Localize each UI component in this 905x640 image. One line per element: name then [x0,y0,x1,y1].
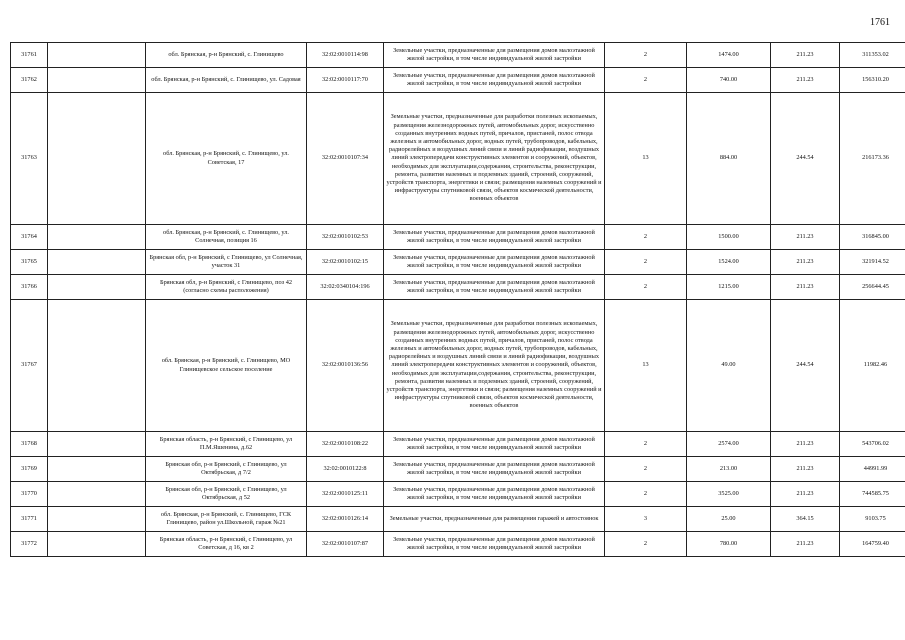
cell-group: 2 [605,250,687,275]
cell-address: Брянская область, р-н Брянский, с Глинищево, ул Советская, д 16, кв 2 [146,532,307,557]
cell-record-id: 31764 [11,225,48,250]
cell-address: обл. Брянская, р-н Брянский, с. Глинищево, ул. Солнечная, позиция 16 [146,225,307,250]
cell-cadastral-number: 32:02:0010125:11 [307,482,384,507]
cell-blank [48,300,146,432]
page-number: 1761 [870,17,890,28]
cell-area: 49.00 [687,300,771,432]
cell-group: 2 [605,532,687,557]
table-row [11,68,905,93]
cell-cadastral-value: 44991.99 [840,457,905,482]
cell-cadastral-value: 321914.52 [840,250,905,275]
cell-record-id: 31762 [11,68,48,93]
table-row [11,300,905,432]
cell-record-id: 31768 [11,432,48,457]
cell-blank [48,532,146,557]
cell-cadastral-value: 216173.36 [840,93,905,225]
cell-record-id: 31770 [11,482,48,507]
table-row [11,457,905,482]
cell-area: 1474.00 [687,43,771,68]
cell-group: 2 [605,275,687,300]
cell-cadastral-number: 32:02:0010122:8 [307,457,384,482]
cell-permitted-use: Земельные участки, предназначенные для размещения домов малоэтажной жилой застройки, в том числе индивидуальной жилой застройки [384,532,605,557]
cell-specific-value: 211.23 [771,68,840,93]
cell-area: 3525.00 [687,482,771,507]
cell-blank [48,225,146,250]
cell-cadastral-number: 32:02:0010126:14 [307,507,384,532]
registry-table-body [11,43,905,557]
cell-record-id: 31771 [11,507,48,532]
cell-blank [48,43,146,68]
cell-cadastral-value: 11982.46 [840,300,905,432]
cell-cadastral-value: 9103.75 [840,507,905,532]
cell-specific-value: 211.23 [771,532,840,557]
cell-cadastral-number: 32:02:0010102:53 [307,225,384,250]
cell-address: обл. Брянская, р-н Брянский, с. Глинищево, ул. Садовая [146,68,307,93]
table-row [11,532,905,557]
cell-specific-value: 211.23 [771,250,840,275]
table-row [11,250,905,275]
cell-permitted-use: Земельные участки, предназначенные для размещения домов малоэтажной жилой застройки, в том числе индивидуальной жилой застройки [384,225,605,250]
cell-address: Брянская обл, р-н Брянский, с Глинищево, ул Солнечная, участок 31 [146,250,307,275]
cell-permitted-use: Земельные участки, предназначенные для размещения домов малоэтажной жилой застройки, в том числе индивидуальной жилой застройки [384,457,605,482]
land-registry-table [10,42,905,557]
cell-cadastral-number: 32:02:0010136:56 [307,300,384,432]
table-row [11,507,905,532]
cell-blank [48,432,146,457]
cell-specific-value: 244.54 [771,93,840,225]
table-row [11,225,905,250]
cell-cadastral-value: 256644.45 [840,275,905,300]
cell-cadastral-value: 744585.75 [840,482,905,507]
cell-permitted-use: Земельные участки, предназначенные для разработки полезных ископаемых, размещения железнодорожных путей, автомобильных дорог, искусственно созданных внутренних водных путей, причалов, пристаней, полос отвода железных и автомобильных дорог, водных путей, трубопроводов, кабельных, радиорелейных и воздушных линий связи и линий радиофикации, воздушных линий электропередачи конструктивных элементов и сооружений, объектов, необходимых для эксплуатации,содержания, строительства, реконструкции, ремонта, развития наземных и подземных зданий, строений, сооружений, устройств транспорта, энергетики и связи; размещения наземных сооружений и инфраструктуры спутниковой связи, объектов космической деятельности, военных объектов [384,300,605,432]
cell-cadastral-number: 32:02:0010114:98 [307,43,384,68]
cell-area: 1500.00 [687,225,771,250]
cell-permitted-use: Земельные участки, предназначенные для размещения домов малоэтажной жилой застройки, в том числе индивидуальной жилой застройки [384,432,605,457]
table-row [11,93,905,225]
cell-record-id: 31767 [11,300,48,432]
cell-group: 2 [605,43,687,68]
cell-blank [48,507,146,532]
cell-area: 213.00 [687,457,771,482]
cell-group: 2 [605,432,687,457]
cell-blank [48,482,146,507]
cell-permitted-use: Земельные участки, предназначенные для размещения домов малоэтажной жилой застройки, в том числе индивидуальной жилой застройки [384,43,605,68]
cell-address: Брянская обл, р-н Брянский, с Глинищево, ул Октябрьская, д 52 [146,482,307,507]
cell-cadastral-value: 311353.02 [840,43,905,68]
cell-cadastral-value: 164759.40 [840,532,905,557]
cell-record-id: 31765 [11,250,48,275]
cell-cadastral-number: 32:02:0010117:70 [307,68,384,93]
cell-blank [48,275,146,300]
cell-area: 25.00 [687,507,771,532]
cell-address: Брянская обл, р-н Брянский, с Глинищево, поз 42 (согласно схемы расположения) [146,275,307,300]
cell-permitted-use: Земельные участки, предназначенные для размещения домов малоэтажной жилой застройки, в том числе индивидуальной жилой застройки [384,250,605,275]
cell-address: обл. Брянская, р-н Брянский, с. Глинищево, ул. Советская, 17 [146,93,307,225]
cell-group: 13 [605,300,687,432]
cell-specific-value: 364.15 [771,507,840,532]
cell-group: 3 [605,507,687,532]
cell-blank [48,250,146,275]
cell-specific-value: 211.23 [771,457,840,482]
cell-record-id: 31761 [11,43,48,68]
cell-area: 780.00 [687,532,771,557]
cell-group: 13 [605,93,687,225]
cell-area: 740.00 [687,68,771,93]
cell-cadastral-value: 316845.00 [840,225,905,250]
cell-cadastral-number: 32:02:0010107:34 [307,93,384,225]
cell-specific-value: 211.23 [771,482,840,507]
table-row [11,482,905,507]
cell-address: обл. Брянская, р-н Брянский, с. Глинищево, МО Глинищевское сельское поселение [146,300,307,432]
table-row [11,432,905,457]
cell-cadastral-number: 32:02:0010108:22 [307,432,384,457]
cell-address: обл. Брянская, р-н Брянский, с. Глинищево, ГСК Глинищево, район ул.Школьной, гараж №21 [146,507,307,532]
cell-record-id: 31763 [11,93,48,225]
cell-cadastral-value: 156310.20 [840,68,905,93]
cell-specific-value: 211.23 [771,275,840,300]
cell-cadastral-number: 32:02:0010107:87 [307,532,384,557]
cell-address: Брянская область, р-н Брянский, с Глинищево, ул П.М.Яшенина, д.62 [146,432,307,457]
cell-area: 884.00 [687,93,771,225]
cell-area: 1524.00 [687,250,771,275]
cell-area: 1215.00 [687,275,771,300]
table-row [11,43,905,68]
cell-permitted-use: Земельные участки, предназначенные для размещения гаражей и автостоянок [384,507,605,532]
cell-blank [48,68,146,93]
cell-specific-value: 211.23 [771,225,840,250]
cell-group: 2 [605,457,687,482]
cell-address: Брянская обл, р-н Брянский, с Глинищево, ул Октябрьская, д 7/2 [146,457,307,482]
cell-specific-value: 211.23 [771,43,840,68]
cell-blank [48,457,146,482]
cell-cadastral-number: 32:02:0340104:196 [307,275,384,300]
cell-group: 2 [605,225,687,250]
table-row [11,275,905,300]
cell-permitted-use: Земельные участки, предназначенные для размещения домов малоэтажной жилой застройки, в том числе индивидуальной жилой застройки [384,482,605,507]
cell-record-id: 31772 [11,532,48,557]
cell-group: 2 [605,482,687,507]
cell-specific-value: 244.54 [771,300,840,432]
cell-permitted-use: Земельные участки, предназначенные для разработки полезных ископаемых, размещения железнодорожных путей, автомобильных дорог, искусственно созданных внутренних водных путей, причалов, пристаней, полос отвода железных и автомобильных дорог, водных путей, трубопроводов, кабельных, радиорелейных и воздушных линий связи и линий радиофикации, воздушных линий электропередачи конструктивных элементов и сооружений, объектов, необходимых для эксплуатации,содержания, строительства, реконструкции, ремонта, развития наземных и подземных зданий, строений, сооружений, устройств транспорта, энергетики и связи; размещения наземных сооружений и инфраструктуры спутниковой связи, объектов космической деятельности, военных объектов [384,93,605,225]
cell-permitted-use: Земельные участки, предназначенные для размещения домов малоэтажной жилой застройки, в том числе индивидуальной жилой застройки [384,275,605,300]
cell-cadastral-number: 32:02:0010102:15 [307,250,384,275]
cell-cadastral-value: 543706.02 [840,432,905,457]
cell-group: 2 [605,68,687,93]
cell-record-id: 31766 [11,275,48,300]
cell-permitted-use: Земельные участки, предназначенные для размещения домов малоэтажной жилой застройки, в том числе индивидуальной жилой застройки [384,68,605,93]
cell-area: 2574.00 [687,432,771,457]
cell-blank [48,93,146,225]
cell-specific-value: 211.23 [771,432,840,457]
cell-record-id: 31769 [11,457,48,482]
cell-address: обл. Брянская, р-н Брянский, с. Глинищево [146,43,307,68]
